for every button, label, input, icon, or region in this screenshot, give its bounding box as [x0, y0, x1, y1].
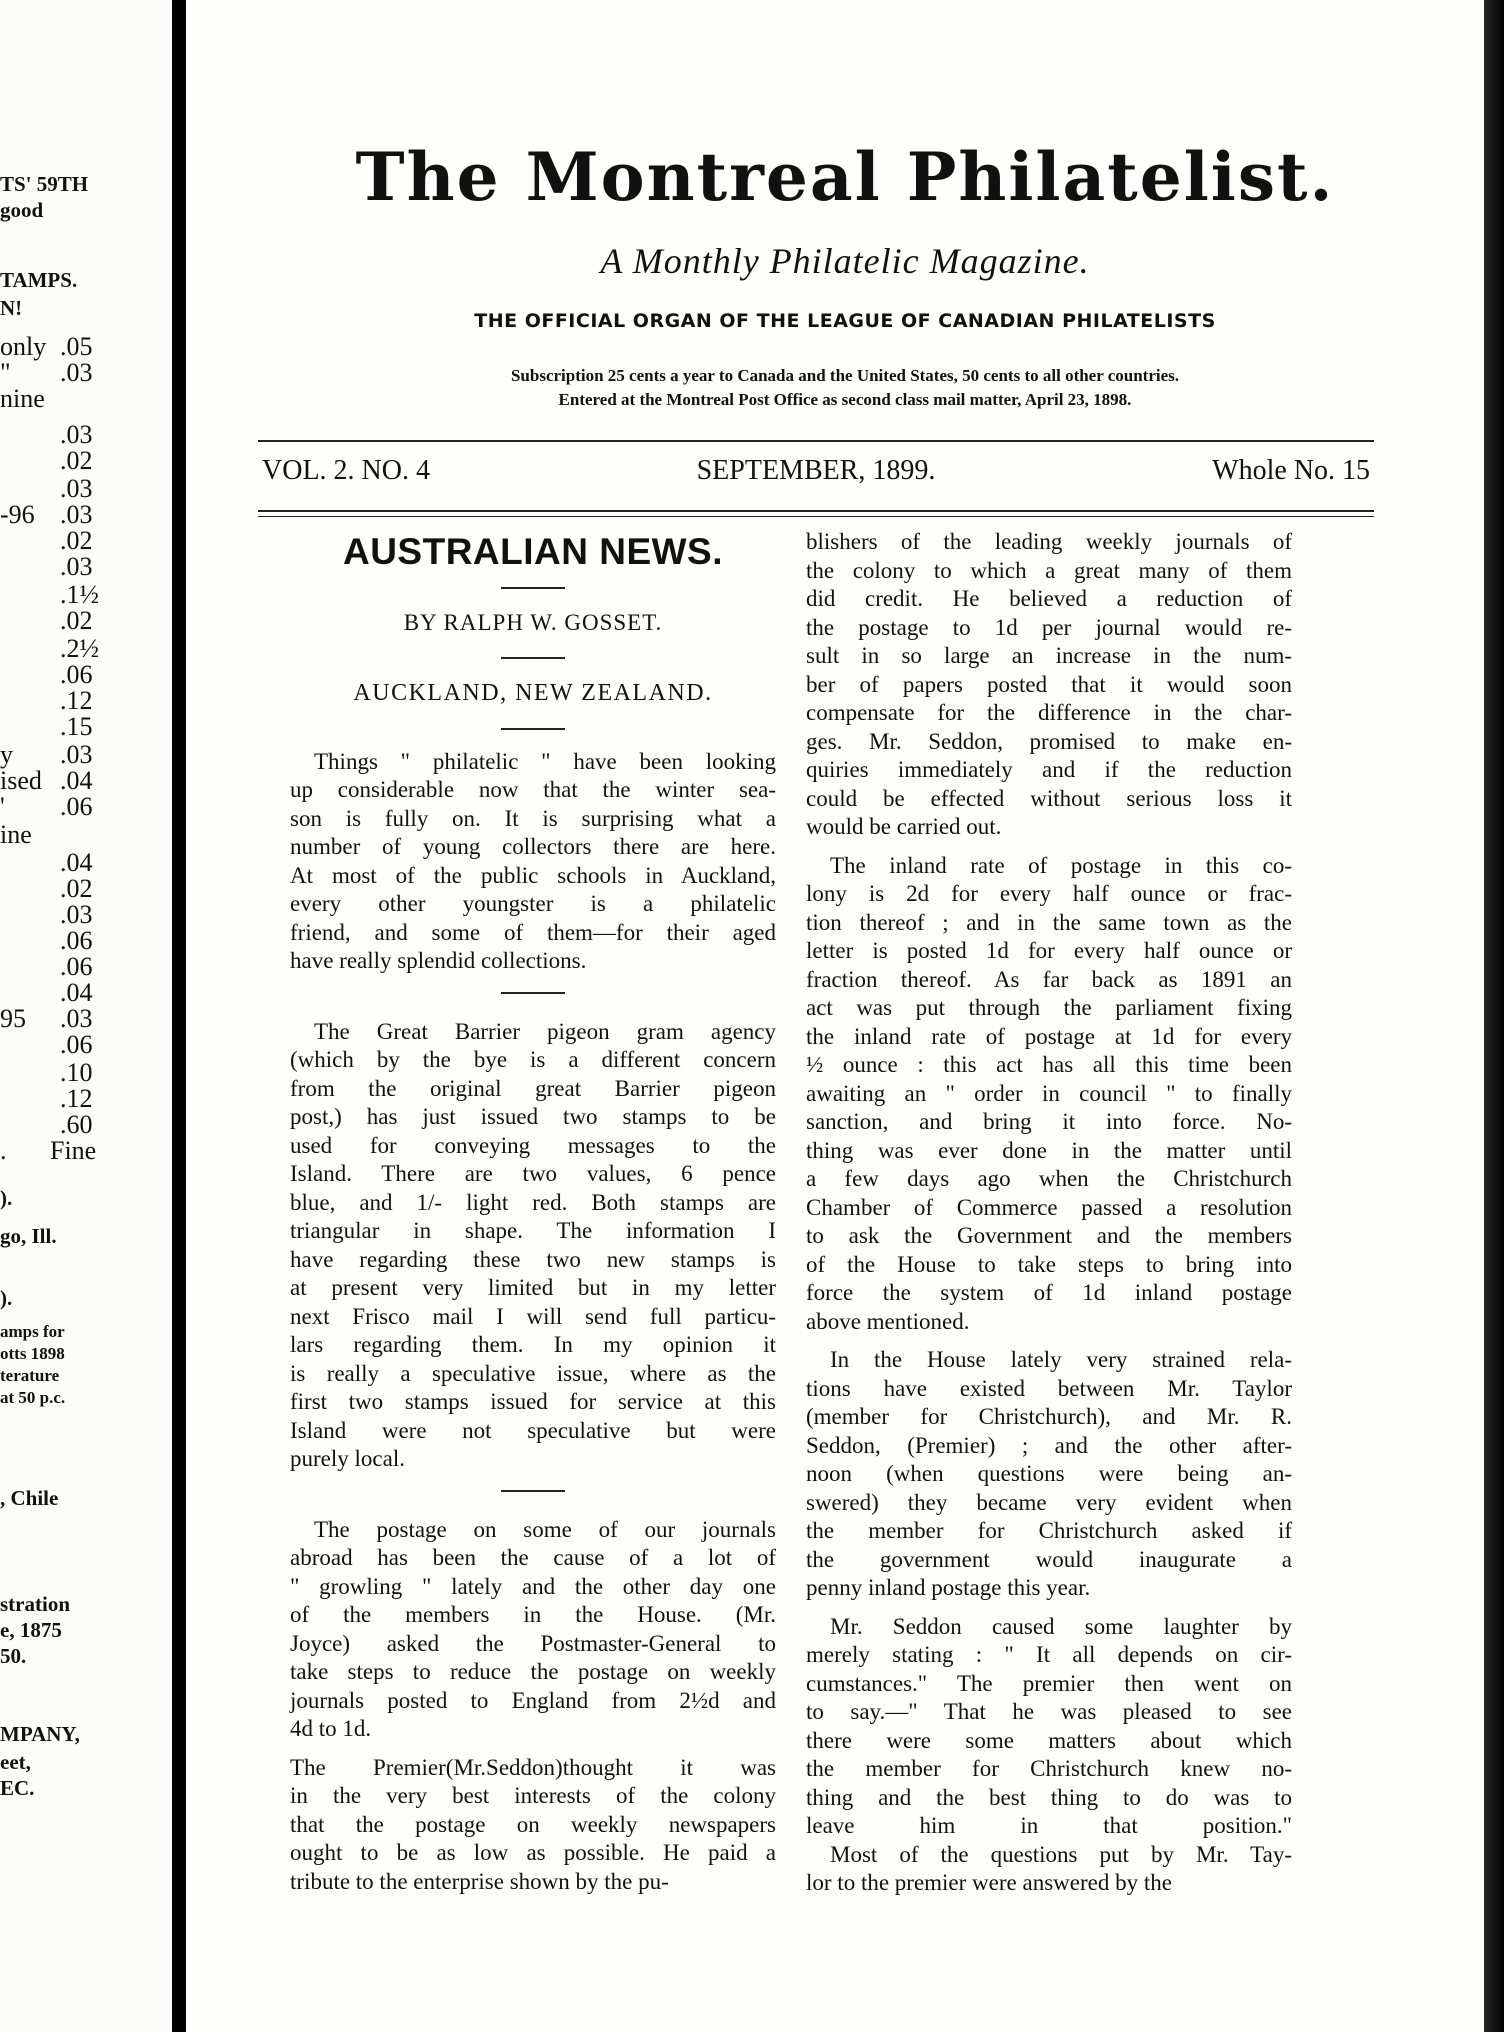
text-line: the member for Christchurch knew no-: [806, 1756, 1292, 1781]
strip-price: Fine: [50, 1136, 97, 1165]
strip-label: at 50 p.c.: [0, 1388, 66, 1407]
strip-price: .15: [60, 712, 93, 741]
text-line: a few days ago when the Christchurch: [806, 1166, 1292, 1191]
divider: [501, 1490, 565, 1492]
strip-price: .06: [60, 926, 93, 955]
subscription-line: Subscription 25 cents a year to Canada and the United States, 50 cents to all other countries.: [510, 366, 1180, 385]
strip-label: ised: [0, 766, 42, 795]
adjacent-page-fragment: [0, 0, 172, 2032]
text-line: every other youngster is a philatelic: [290, 891, 776, 916]
strip-label: only: [0, 332, 47, 361]
strip-price: .03: [60, 358, 93, 387]
text-line: in the very best interests of the colony: [290, 1783, 776, 1808]
strip-line: [0, 384, 172, 414]
text-line: ges. Mr. Seddon, promised to make en-: [806, 728, 1292, 754]
strip-price: .03: [60, 740, 93, 769]
divider: [501, 992, 565, 994]
strip-line: [0, 1388, 172, 1408]
strip-price: .03: [60, 500, 93, 529]
strip-label: N!: [0, 296, 23, 320]
strip-price: .02: [60, 874, 93, 903]
strip-label: 50.: [0, 1644, 27, 1668]
text-line: Joyce) asked the Postmaster-General to: [290, 1630, 776, 1656]
strip-label: 95: [0, 1004, 26, 1033]
strip-line: [0, 1136, 172, 1166]
text-line: At most of the public schools in Auckland,: [290, 862, 776, 888]
strip-price: .03: [60, 1004, 93, 1033]
text-line: lor to the premier were answered by the: [806, 1870, 1172, 1895]
divider: [501, 587, 565, 589]
rule-top: [258, 440, 1374, 442]
rule-bottom-thin: [258, 516, 1374, 517]
whole-number: Whole No. 15: [1212, 455, 1370, 486]
text-line: Island. There are two values, 6 pence: [290, 1161, 776, 1186]
strip-price: .12: [60, 686, 93, 715]
strip-line: [0, 1344, 172, 1364]
text-line: friend, and some of them—for their aged: [290, 919, 776, 945]
text-line: could be effected without serious loss it: [806, 785, 1292, 811]
strip-line: [0, 268, 172, 293]
strip-label: ).: [0, 1186, 13, 1210]
strip-line: [0, 1644, 172, 1669]
strip-line: [0, 792, 172, 822]
strip-line: [0, 1186, 172, 1211]
official-organ-line: THE OFFICIAL ORGAN OF THE LEAGUE OF CANADIAN PHILATELISTS: [474, 310, 1216, 332]
strip-label: nine: [0, 384, 45, 413]
strip-label: eet,: [0, 1750, 31, 1774]
byline: BY RALPH W. GOSSET.: [403, 609, 663, 635]
text-line: first two stamps issued for service at this: [290, 1389, 776, 1414]
strip-line: [0, 198, 172, 223]
paragraph: [290, 1018, 776, 1474]
text-line: the postage to 1d per journal would re-: [806, 614, 1292, 640]
text-line: The Great Barrier pigeon gram agency: [314, 1018, 776, 1044]
paragraph: [290, 748, 776, 976]
strip-line: [0, 1776, 172, 1801]
strip-price: .06: [60, 660, 93, 689]
strip-price: .04: [60, 848, 93, 877]
text-line: The inland rate of postage in this co-: [830, 852, 1292, 878]
right-column: [806, 528, 1292, 1898]
text-line: number of young collectors there are here.: [290, 834, 776, 859]
text-line: Things " philatelic " have been looking: [314, 748, 776, 774]
strip-price: .05: [60, 332, 93, 361]
text-line: letter is posted 1d for every half ounce or: [806, 938, 1292, 963]
text-line: In the House lately very strained rela-: [830, 1347, 1292, 1372]
text-line: abroad has been the cause of a lot of: [290, 1545, 776, 1570]
strip-label: ": [0, 358, 11, 387]
strip-line: [0, 1592, 172, 1617]
text-line: compensate for the difference in the char-: [806, 700, 1292, 725]
text-line: Chamber of Commerce passed a resolution: [806, 1194, 1292, 1220]
article-title: AUSTRALIAN NEWS.: [342, 531, 724, 572]
text-line: ber of papers posted that it would soon: [806, 671, 1292, 697]
text-line: swered) they became very evident when: [806, 1489, 1292, 1515]
text-line: fraction thereof. As far back as 1891 an: [806, 966, 1292, 992]
strip-price: .06: [60, 792, 93, 821]
text-line: purely local.: [290, 1446, 405, 1471]
strip-label: , Chile: [0, 1486, 59, 1510]
text-line: thing and the best thing to do was to: [806, 1784, 1292, 1810]
text-line: Island were not speculative but were: [290, 1417, 776, 1443]
text-line: have regarding these two new stamps is: [290, 1246, 776, 1272]
paragraph-gap: [806, 842, 1292, 852]
text-line: The postage on some of our journals: [314, 1516, 776, 1542]
strip-price: .03: [60, 900, 93, 929]
text-line: leave him in that position.": [806, 1813, 1292, 1838]
strip-price: .60: [60, 1110, 93, 1139]
issue-date: SEPTEMBER, 1899.: [696, 455, 936, 486]
strip-label: -96: [0, 500, 35, 529]
strip-label: stration: [0, 1592, 70, 1616]
page-edge-shadow: [1484, 0, 1504, 2032]
text-line: (member for Christchurch), and Mr. R.: [806, 1404, 1292, 1429]
rule-bottom: [258, 510, 1374, 512]
text-line: the inland rate of postage at 1d for every: [806, 1023, 1292, 1049]
text-line: tion thereof ; and in the same town as the: [806, 909, 1292, 935]
text-line: the colony to which a great many of them: [806, 557, 1292, 583]
strip-line: [0, 1722, 172, 1747]
dateline: AUCKLAND, NEW ZEALAND.: [353, 680, 713, 706]
strip-label: TS' 59TH: [0, 172, 89, 196]
paragraph-gap: [806, 1336, 1292, 1346]
paragraph: [806, 528, 1292, 842]
strip-label: ine: [0, 820, 32, 849]
text-line: son is fully on. It is surprising what a: [290, 805, 776, 831]
text-line: of the House to take steps to bring into: [806, 1251, 1292, 1277]
strip-label: TAMPS.: [0, 268, 78, 292]
strip-price: .1½: [60, 580, 99, 609]
text-line: tribute to the enterprise shown by the pu-: [290, 1868, 669, 1894]
strip-line: [0, 1224, 172, 1249]
strip-price: .10: [60, 1058, 93, 1087]
text-line: awaiting an " order in council " to finally: [806, 1080, 1292, 1106]
text-line: " growling " lately and the other day one: [290, 1573, 776, 1599]
entered-line: Entered at the Montreal Post Office as second class mail matter, April 23, 1898.: [558, 390, 1132, 409]
text-line: at present very limited but in my letter: [290, 1275, 776, 1300]
text-line: post,) has just issued two stamps to be: [290, 1104, 776, 1129]
strip-label: terature: [0, 1366, 60, 1385]
text-line: Seddon, (Premier) ; and the other after-: [806, 1432, 1292, 1458]
text-line: above mentioned.: [806, 1308, 970, 1334]
strip-line: [0, 1322, 172, 1342]
strip-line: [0, 1750, 172, 1775]
strip-price: .04: [60, 766, 93, 795]
text-line: sult in so large an increase in the num-: [806, 643, 1292, 668]
strip-price: .02: [60, 446, 93, 475]
text-line: would be carried out.: [806, 814, 1002, 839]
strip-price: .02: [60, 526, 93, 555]
strip-line: [0, 1618, 172, 1643]
volume-number: VOL. 2. NO. 4: [262, 455, 430, 486]
strip-line: [0, 296, 172, 321]
text-line: to say.—" That he was pleased to see: [806, 1699, 1292, 1724]
strip-label: ': [0, 792, 5, 821]
strip-label: otts 1898: [0, 1344, 65, 1363]
text-line: lony is 2d for every half ounce or frac-: [806, 881, 1292, 906]
text-line: from the original great Barrier pigeon: [290, 1075, 776, 1101]
paragraph-gap: [806, 1603, 1292, 1613]
text-line: blue, and 1/- light red. Both stamps are: [290, 1189, 776, 1215]
text-line: is really a speculative issue, where as the: [290, 1360, 776, 1386]
masthead-title: The Montreal Philatelist.: [355, 138, 1335, 216]
strip-line: [0, 1486, 172, 1511]
text-line: blishers of the leading weekly journals of: [806, 529, 1292, 554]
left-column: [290, 528, 776, 1896]
strip-price: .03: [60, 474, 93, 503]
text-line: act was put through the parliament fixing: [806, 995, 1292, 1020]
strip-label: EC.: [0, 1776, 35, 1800]
text-line: Mr. Seddon caused some laughter by: [830, 1613, 1292, 1639]
divider: [501, 657, 565, 659]
text-line: lars regarding them. In my opinion it: [290, 1332, 776, 1357]
masthead-subtitle: A Monthly Philatelic Magazine.: [600, 241, 1090, 281]
strip-price: .06: [60, 1030, 93, 1059]
strip-line: [0, 172, 172, 197]
text-line: cumstances." The premier then went on: [806, 1670, 1292, 1696]
text-line: penny inland postage this year.: [806, 1575, 1091, 1600]
strip-label: ).: [0, 1286, 13, 1310]
left-paragraphs: [290, 748, 776, 1897]
text-line: to ask the Government and the members: [806, 1223, 1292, 1248]
paragraph: [806, 1613, 1292, 1898]
text-line: thing was ever done in the matter until: [806, 1137, 1292, 1163]
text-line: did credit. He believed a reduction of: [806, 586, 1292, 611]
strip-price: .04: [60, 978, 93, 1007]
text-line: ought to be as low as possible. He paid a: [290, 1840, 776, 1865]
divider: [501, 728, 565, 730]
strip-price: .2½: [60, 634, 99, 663]
strip-label: MPANY,: [0, 1722, 80, 1746]
text-line: merely stating : " It all depends on cir-: [806, 1642, 1292, 1667]
paragraph: [290, 1754, 776, 1897]
strip-price: .06: [60, 952, 93, 981]
text-line: triangular in shape. The information I: [290, 1218, 776, 1243]
text-line: used for conveying messages to the: [290, 1132, 776, 1158]
strip-price: .02: [60, 606, 93, 635]
text-line: next Frisco mail I will send full particu-: [290, 1303, 776, 1329]
strip-line: [0, 1286, 172, 1311]
text-line: take steps to reduce the postage on weekly: [290, 1659, 776, 1684]
text-line: there were some matters about which: [806, 1727, 1292, 1753]
text-line: the government would inaugurate a: [806, 1546, 1292, 1572]
issue-line: [262, 455, 1370, 495]
text-line: up considerable now that the winter sea-: [290, 777, 776, 802]
text-line: the member for Christchurch asked if: [806, 1518, 1292, 1543]
text-line: Most of the questions put by Mr. Tay-: [830, 1841, 1292, 1867]
paragraph: [806, 852, 1292, 1337]
paragraph-gap: [290, 1744, 776, 1754]
strip-price: .12: [60, 1084, 93, 1113]
text-line: (which by the bye is a different concern: [290, 1047, 776, 1072]
text-line: tions have existed between Mr. Taylor: [806, 1375, 1292, 1401]
strip-price: .03: [60, 420, 93, 449]
right-paragraphs: [806, 528, 1292, 1898]
strip-label: .: [0, 1136, 7, 1165]
strip-label: good: [0, 198, 44, 222]
newspaper-page: [186, 0, 1504, 2032]
strip-label: y: [0, 740, 13, 769]
text-line: journals posted to England from 2½d and: [290, 1687, 776, 1713]
text-line: of the members in the House. (Mr.: [290, 1602, 776, 1627]
strip-price: .03: [60, 552, 93, 581]
text-line: quiries immediately and if the reduction: [806, 757, 1292, 782]
text-line: The Premier(Mr.Seddon)thought it was: [290, 1754, 776, 1780]
strip-line: [0, 820, 172, 850]
strip-label: e, 1875: [0, 1618, 62, 1642]
text-line: sanction, and bring it into force. No-: [806, 1109, 1292, 1134]
text-line: force the system of 1d inland postage: [806, 1280, 1292, 1305]
paragraph: [806, 1346, 1292, 1603]
strip-label: go, Ill.: [0, 1224, 57, 1248]
text-line: that the postage on weekly newspapers: [290, 1811, 776, 1837]
text-line: 4d to 1d.: [290, 1716, 372, 1741]
paragraph: [290, 1516, 776, 1744]
strip-label: amps for: [0, 1322, 65, 1341]
strip-line: [0, 1366, 172, 1386]
text-line: noon (when questions were being an-: [806, 1461, 1292, 1486]
text-line: ½ ounce : this act has all this time been: [806, 1052, 1292, 1077]
text-line: have really splendid collections.: [290, 948, 587, 973]
